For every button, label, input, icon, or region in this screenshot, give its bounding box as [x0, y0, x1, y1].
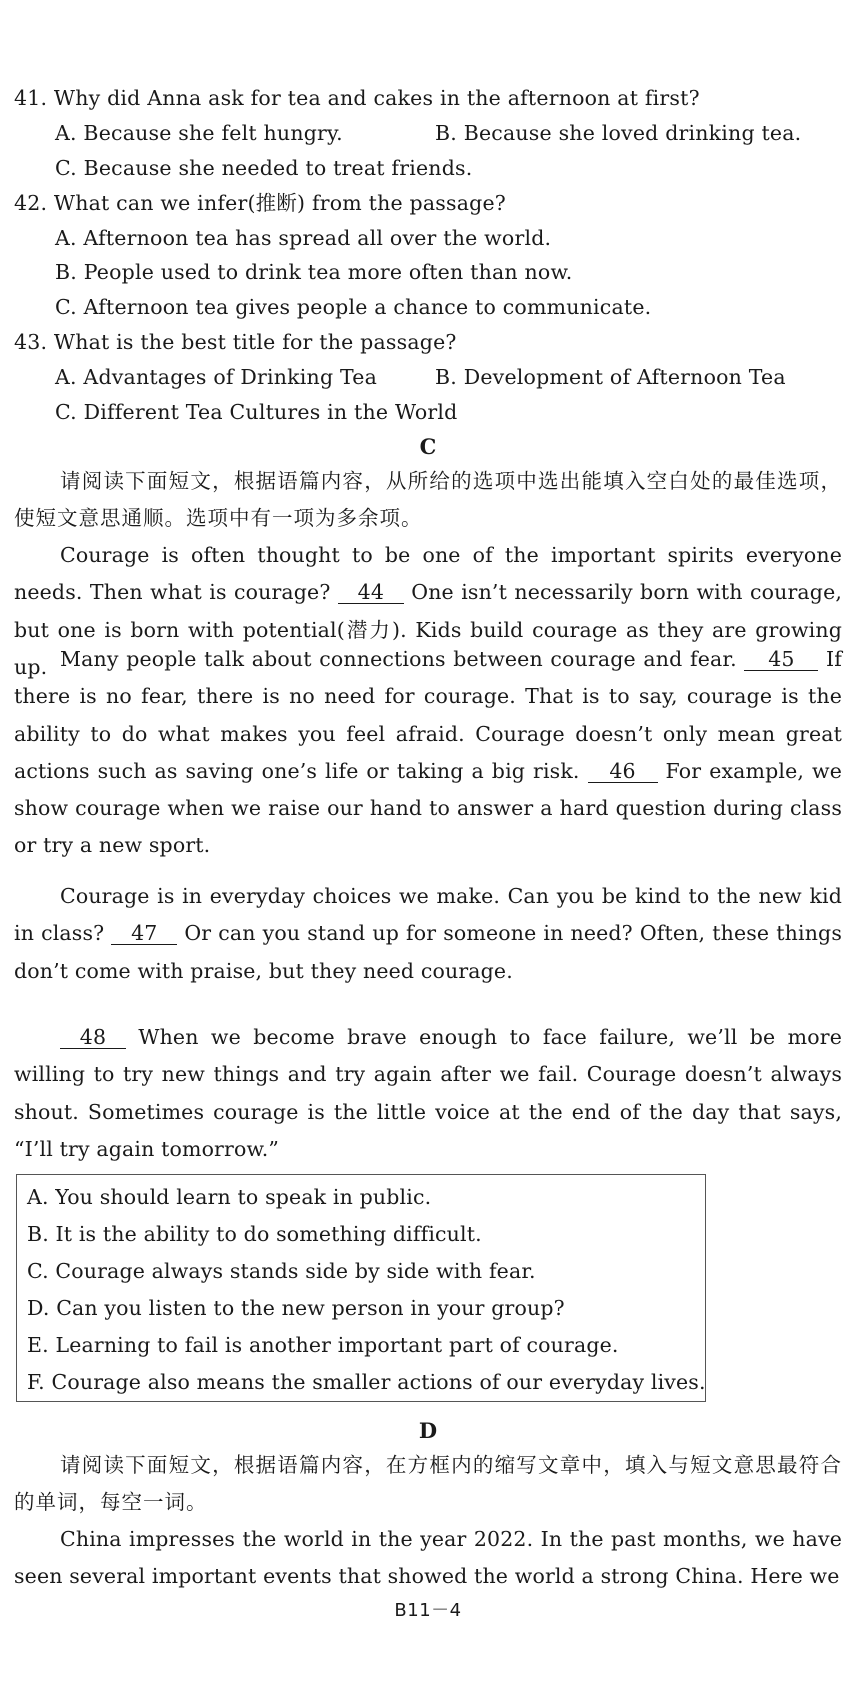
- question-42-stem: 42. What can we infer(推断) from the passage?: [14, 191, 507, 215]
- option-e: E. Learning to fail is another important part of courage.: [27, 1333, 619, 1357]
- option-c: C. Courage always stands side by side with fear.: [27, 1259, 536, 1283]
- paragraph-2-text-c: For example, we show courage when we raise our hand to answer a hard question during class or try a new sport.: [14, 758, 843, 858]
- section-c-paragraph-3: [14, 878, 842, 990]
- page-number: B11－4: [394, 1600, 462, 1621]
- options-box: [16, 1174, 706, 1402]
- question-41-stem: 41. Why did Anna ask for tea and cakes in the afternoon at first?: [14, 86, 700, 110]
- section-c-paragraph-2: [14, 641, 842, 865]
- option-a: A. You should learn to speak in public.: [27, 1185, 432, 1209]
- section-c-instruction: 请阅读下面短文，根据语篇内容，从所给的选项中选出能填入空白处的最佳选项，使短文意思通顺。选项中有一项为多余项。: [14, 469, 842, 531]
- question-41-option-c: C. Because she needed to treat friends.: [55, 156, 473, 180]
- paragraph-1-text-b: One isn’t necessarily born with courage, but one is born with potential(潜力). Kids build courage as they are growing up.: [14, 580, 843, 679]
- question-42-option-b: B. People used to drink tea more often than now.: [55, 260, 573, 284]
- blank-46[interactable]: 46: [588, 760, 658, 783]
- section-c-heading: C: [419, 434, 437, 459]
- blank-47[interactable]: 47: [111, 922, 177, 945]
- option-d: D. Can you listen to the new person in your group?: [27, 1296, 565, 1320]
- option-b: B. It is the ability to do something difficult.: [27, 1222, 482, 1246]
- question-43-option-a: A. Advantages of Drinking Tea: [55, 365, 378, 389]
- section-d-paragraph-1: China impresses the world in the year 2022. In the past months, we have seen several important events that showed the world a strong China. Here we: [14, 1527, 842, 1589]
- question-42-option-a: A. Afternoon tea has spread all over the world.: [55, 226, 552, 250]
- paragraph-2-text-a: Many people talk about connections between courage and fear.: [60, 647, 737, 671]
- option-f: F. Courage also means the smaller actions of our everyday lives.: [27, 1370, 706, 1394]
- question-43-option-c: C. Different Tea Cultures in the World: [55, 400, 458, 424]
- paragraph-2-text-b: If there is no fear, there is no need for courage. That is to say, courage is the ability to do what makes you feel afraid. Courage doesn’t only mean great actions such as saving one’s life or taking a big risk.: [14, 647, 843, 783]
- blank-44[interactable]: 44: [338, 581, 404, 604]
- section-d-instruction: 请阅读下面短文，根据语篇内容，在方框内的缩写文章中，填入与短文意思最符合的单词，每空一词。: [14, 1453, 842, 1515]
- paragraph-4-text: When we become brave enough to face failure, we’ll be more willing to try new things and try again after we fail. Courage doesn’t always shout. Sometimes courage is the little voice at the end of the day that says, “I’ll try again tomorrow.”: [14, 1025, 842, 1161]
- blank-45[interactable]: 45: [744, 648, 818, 671]
- question-43-stem: 43. What is the best title for the passage?: [14, 330, 457, 354]
- question-42-option-c: C. Afternoon tea gives people a chance to communicate.: [55, 295, 652, 319]
- blank-48[interactable]: 48: [60, 1026, 126, 1049]
- paragraph-1-text-a: Courage is often thought to be one of the important spirits everyone needs. Then what is courage?: [14, 543, 842, 605]
- section-d-heading: D: [418, 1418, 438, 1443]
- paragraph-3-text-a: Courage is in everyday choices we make. Can you be kind to the new kid in class?: [14, 884, 842, 946]
- question-43-option-b: B. Development of Afternoon Tea: [435, 365, 786, 389]
- question-41-option-b: B. Because she loved drinking tea.: [435, 121, 802, 145]
- section-c-paragraph-4: [14, 1019, 842, 1168]
- question-41-option-a: A. Because she felt hungry.: [55, 121, 343, 145]
- paragraph-3-text-b: Or can you stand up for someone in need? Often, these things don’t come with praise, but they need courage.: [14, 921, 842, 983]
